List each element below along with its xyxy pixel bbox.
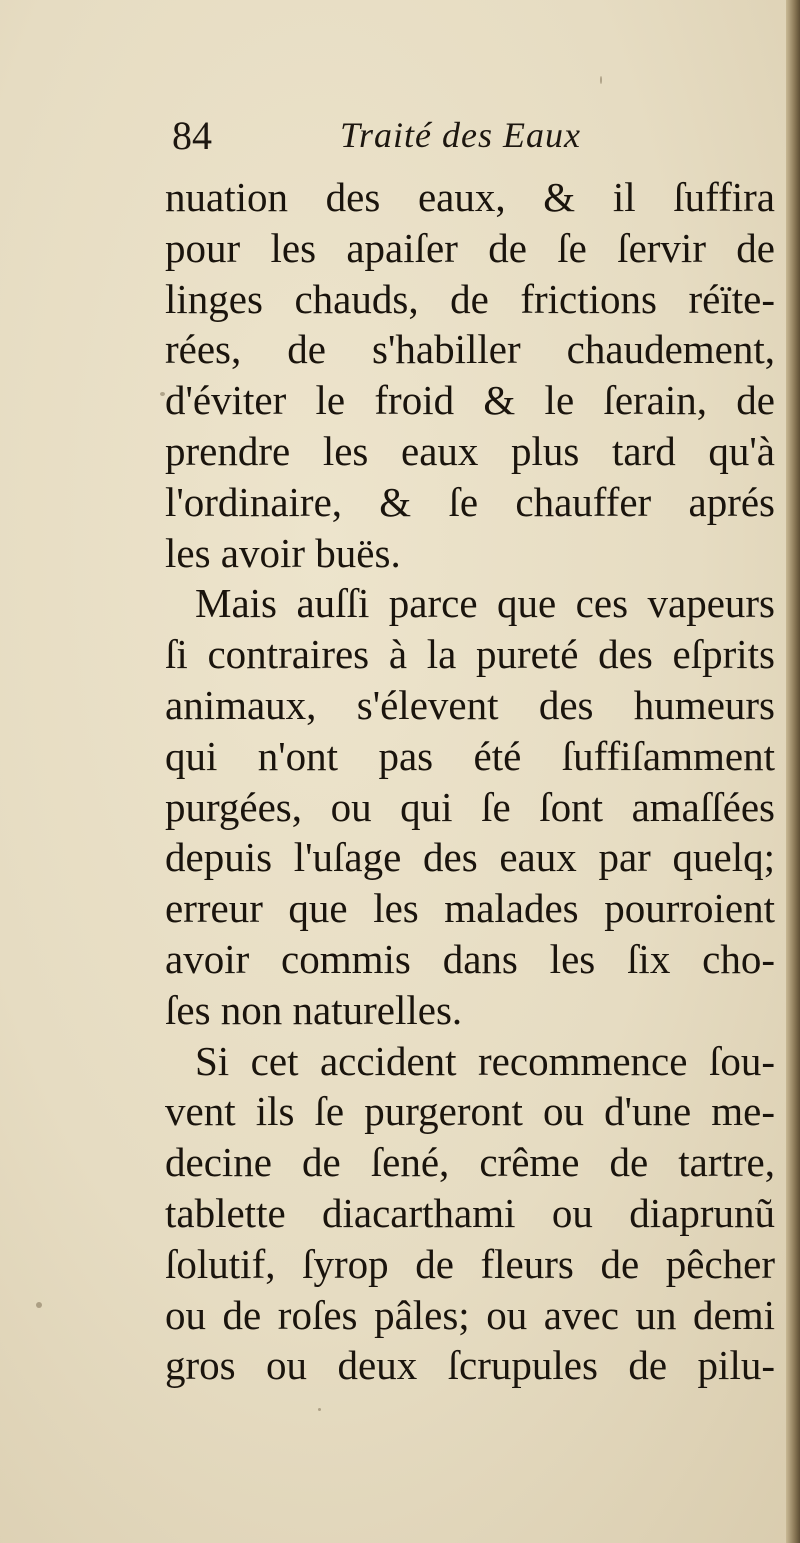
- page-header: [172, 112, 772, 172]
- text-line: Si cet accident recommence ſou-: [195, 1037, 775, 1084]
- text-line: l'ordinaire, & ſe chauffer aprés: [165, 478, 775, 525]
- body-text: [165, 172, 775, 1391]
- text-line: vent ils ſe purgeront ou d'une me-: [165, 1088, 775, 1135]
- paper-speck: [318, 1408, 321, 1411]
- text-line: ſes non naturelles.: [165, 986, 463, 1033]
- paragraph: [165, 578, 775, 1035]
- running-title: Traité des Eaux: [340, 115, 581, 155]
- text-line: ſolutif, ſyrop de fleurs de pêcher: [165, 1240, 775, 1287]
- text-line: avoir commis dans les ſix cho-: [165, 935, 775, 982]
- text-line: depuis l'uſage des eaux par quelq;: [165, 834, 775, 881]
- text-line: qui n'ont pas été ſuffiſamment: [165, 732, 775, 779]
- text-line: animaux, s'élevent des humeurs: [165, 681, 775, 728]
- text-line: erreur que les malades pourroient: [165, 885, 775, 932]
- text-line: ou de roſes pâles; ou avec un demi: [165, 1291, 775, 1338]
- paragraph: [165, 172, 775, 578]
- paper-speck: [36, 1302, 42, 1308]
- paragraph: [165, 1036, 775, 1392]
- text-line: nuation des eaux, & il ſuffira: [165, 174, 775, 220]
- text-line: ſi contraires à la pureté des eſprits: [165, 631, 775, 678]
- text-line: purgées, ou qui ſe ſont amaſſées: [165, 783, 775, 830]
- text-line: d'éviter le froid & le ſerain, de: [165, 377, 775, 424]
- paper-speck: [600, 76, 602, 84]
- text-line: pour les apaiſer de ſe ſervir de: [165, 224, 775, 271]
- page-gutter: [786, 0, 800, 1543]
- page-number: 84: [172, 113, 212, 158]
- text-line: tablette diacarthami ou diaprunũ: [165, 1189, 775, 1236]
- text-line: Mais auſſi parce que ces vapeurs: [195, 580, 775, 627]
- text-line: decine de ſené, crême de tartre,: [165, 1139, 775, 1186]
- text-line: les avoir buës.: [165, 529, 401, 576]
- text-line: prendre les eaux plus tard qu'à: [165, 427, 775, 474]
- text-line: linges chauds, de frictions réïte-: [165, 275, 775, 322]
- text-line: rées, de s'habiller chaudement,: [165, 326, 775, 373]
- text-line: gros ou deux ſcrupules de pilu-: [165, 1342, 775, 1389]
